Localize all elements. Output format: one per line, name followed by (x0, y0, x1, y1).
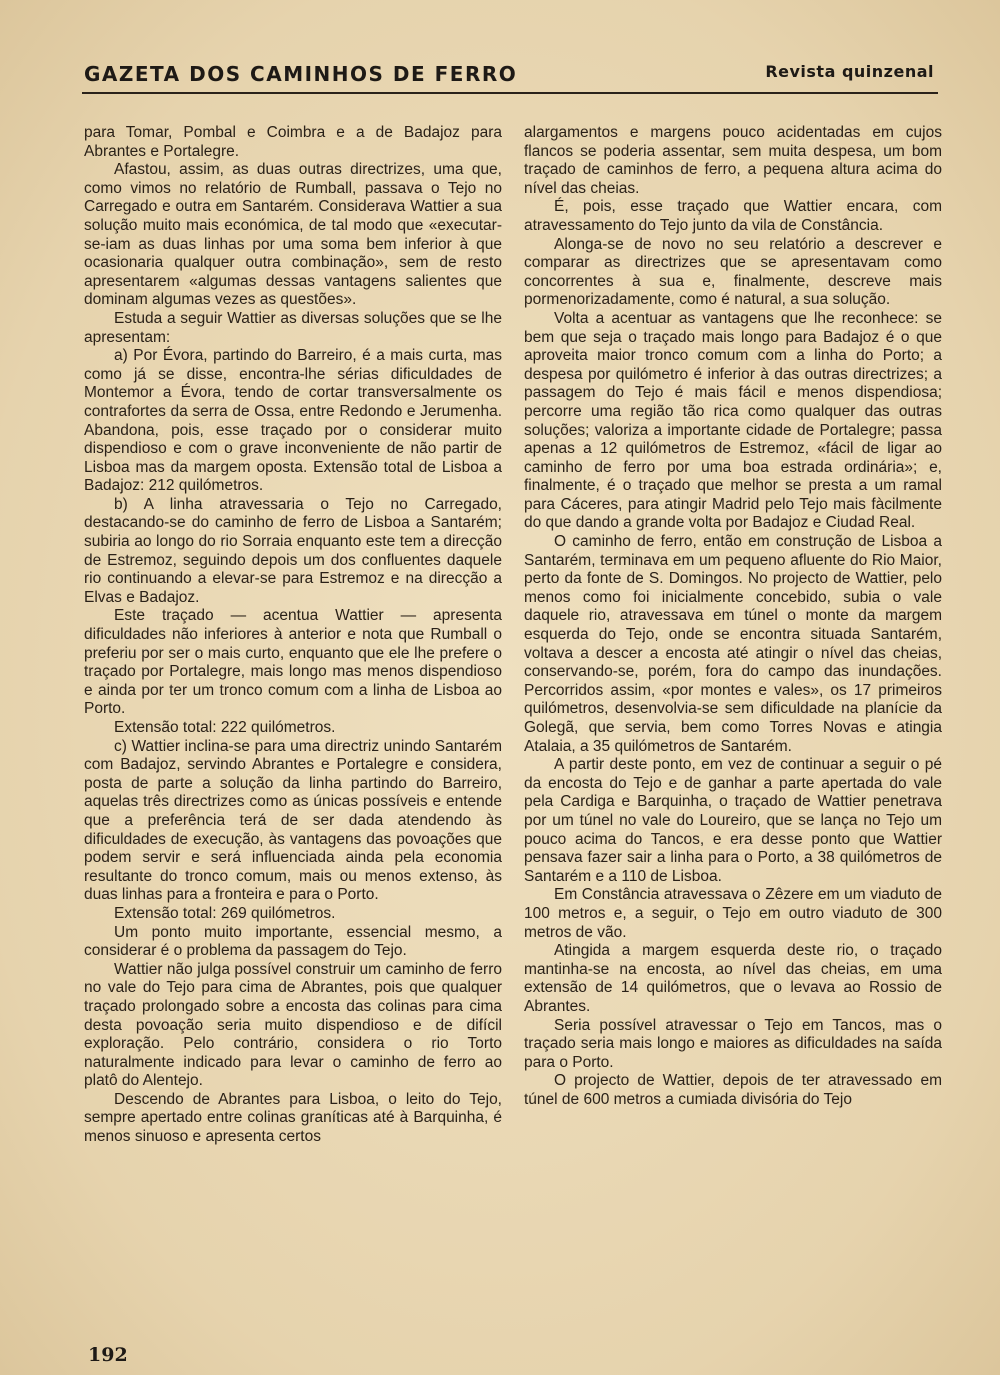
paragraph: Afastou, assim, as duas outras directrizes, uma que, como vimos no relatório de Rumball, passava o Tejo no Carregado e outra em Santarém. Considerava Wattier a sua solução muito mais económica, de tal modo que «executar-se-iam as duas linhas por uma soma bem inferior à que ocasionaria qualquer outra combinação», sem de resto apresentarem «algumas dessas vantagens salientes que dominam algumas vezes as questões». (84, 161, 502, 309)
paragraph: Este traçado — acentua Wattier — apresenta dificuldades não inferiores à anterior e nota que Rumball o preferiu por ser o mais curto, enquanto que ele lhe prefere o traçado por Portalegre, mais longo mas menos dispendioso e ainda por ter um tronco comum com a linha de Lisboa ao Porto. (84, 607, 502, 718)
page-number: 192 (88, 1344, 128, 1366)
paragraph: Extensão total: 269 quilómetros. (114, 904, 336, 922)
paragraph: Atingida a margem esquerda deste rio, o traçado mantinha-se na encosta, ao nível das cheias, em uma extensão de 14 quilómetros, que o levava ao Rossio de Abrantes. (524, 942, 942, 1015)
header-rule (82, 92, 938, 94)
paragraph: a) Por Évora, partindo do Barreiro, é a mais curta, mas como já se disse, encontra-lhe sérias dificuldades de Montemor a Évora, tendo de cortar transversalmente os contrafortes da serra de Ossa, entre Redondo e Jerumenha. Abandona, pois, esse traçado por o considerar muito dispendioso e com o grave inconveniente de não partir de Lisboa mas da margem oposta. Extensão total de Lisboa a Badajoz: 212 quilómetros. (84, 347, 502, 495)
paragraph: Um ponto muito importante, essencial mesmo, a considerar é o problema da passagem do Tejo. (84, 923, 502, 960)
paragraph: O projecto de Wattier, depois de ter atravessado em túnel de 600 metros a cumiada divisória do Tejo (524, 1072, 942, 1108)
paragraph: Alonga-se de novo no seu relatório a descrever e comparar as directrizes que se apresentavam como concorrentes à sua e, finalmente, descreve mais pormenorizadamente, como é natural, a sua solução. (524, 235, 942, 309)
paragraph: O caminho de ferro, então em construção de Lisboa a Santarém, terminava em um pequeno afluente do Rio Maior, perto da fonte de S. Domingos. No projecto de Wattier, pelo menos como foi inicialmente concebido, subia o vale daquele rio, atravessava em túnel o monte da margem esquerda do Tejo, onde se encontra situada Santarém, voltava a descer a encosta até atingir o nível das cheias, conservando-se, porém, fora do campo das inundações. Percorridos assim, «por montes e vales», os 17 primeiros quilómetros, desenvolvia-se sem dificuldade na planície da Golegã, que servia, bem como Torres Novas e atingia Atalaia, a 35 quilómetros de Santarém. (524, 533, 942, 755)
paragraph: alargamentos e margens pouco acidentadas em cujos flancos se poderia assentar, sem muita despesa, um bom traçado de caminhos de ferro, a pequena altura acima do nível das cheias. (524, 124, 942, 197)
paragraph: para Tomar, Pombal e Coimbra e a de Badajoz para Abrantes e Portalegre. (84, 124, 502, 160)
paragraph: Em Constância atravessava o Zêzere em um viaduto de 100 metros e, a seguir, o Tejo em outro viaduto de 300 metros de vão. (524, 886, 942, 941)
paragraph: b) A linha atravessaria o Tejo no Carregado, destacando-se do caminho de ferro de Lisboa a Santarém; subiria ao longo do rio Sorraia enquanto este tem a direcção de Estremoz, seguindo depois um dos confluentes daquele rio continuando a elevar-se para Estremoz e na direcção a Elvas e Badajoz. (84, 495, 502, 606)
paragraph: Volta a acentuar as vantagens que lhe reconhece: se bem que seja o traçado mais longo para Badajoz é o que aproveita maior tronco comum com a linha do Porto; a despesa por quilómetro é inferior à das outras directrizes; a passagem do Tejo é mais fácil e menos dispendiosa; percorre uma região tão rica como qualquer das outras soluções; valoriza a importante cidade de Portalegre; passa apenas a 12 quilómetros de Estremoz, «fácil de ligar ao caminho de ferro por uma boa estrada ordinária»; e, finalmente, é o traçado que melhor se presta a um ramal para Cáceres, para atingir Madrid pelo Tejo mais fàcilmente do que dando a grande volta por Badajoz e Ciudad Real. (524, 309, 942, 532)
paragraph: É, pois, esse traçado que Wattier encara, com atravessamento do Tejo junto da vila de Constância. (524, 198, 942, 234)
text-column-left (84, 124, 502, 1147)
paragraph: Seria possível atravessar o Tejo em Tancos, mas o traçado seria mais longo e maiores as dificuldades na saída para o Porto. (524, 1016, 942, 1071)
publication-subtitle: Revista quinzenal (765, 62, 934, 81)
paragraph: A partir deste ponto, em vez de continuar a seguir o pé da encosta do Tejo e de ganhar a parte apertada do vale pela Cardiga e Barquinha, o traçado de Wattier penetrava por um túnel no vale do Loureiro, que se lança no Tejo um pouco acima do Tancos, e era desse ponto que Wattier pensava fazer sair a linha para o Porto, a 38 quilómetros de Santarém e a 110 de Lisboa. (524, 756, 942, 885)
paragraph: Descendo de Abrantes para Lisboa, o leito do Tejo, sempre apertado entre colinas graníticas até à Barquinha, é menos sinuoso e apresenta certos (84, 1090, 502, 1146)
paragraph: Extensão total: 222 quilómetros. (114, 719, 336, 736)
text-column-right (524, 124, 942, 1109)
paragraph: Estuda a seguir Wattier as diversas soluções que se lhe apresentam: (84, 309, 502, 346)
paragraph: Wattier não julga possível construir um caminho de ferro no vale do Tejo para cima de Abrantes, pois que qualquer traçado prolongado sobre a encosta das colinas para cima desta povoação seria muito dispendioso e de difícil exploração. Pelo contrário, considera o rio Torto naturalmente indicado para levar o caminho de ferro ao platô do Alentejo. (84, 960, 502, 1090)
paragraph: c) Wattier inclina-se para uma directriz unindo Santarém com Badajoz, servindo Abrantes e Portalegre e considera, posta de parte a solução da linha partindo do Barreiro, aquelas três directrizes como as únicas possíveis e entende que a preferência terá de ser dada atendendo às dificuldades de execução, às vantagens das povoações que podem servir e será influenciada ainda pela economia resultante do tronco comum, mais ou menos extenso, às duas linhas para a fronteira e para o Porto. (84, 737, 502, 904)
publication-title: GAZETA DOS CAMINHOS DE FERRO (84, 62, 518, 86)
